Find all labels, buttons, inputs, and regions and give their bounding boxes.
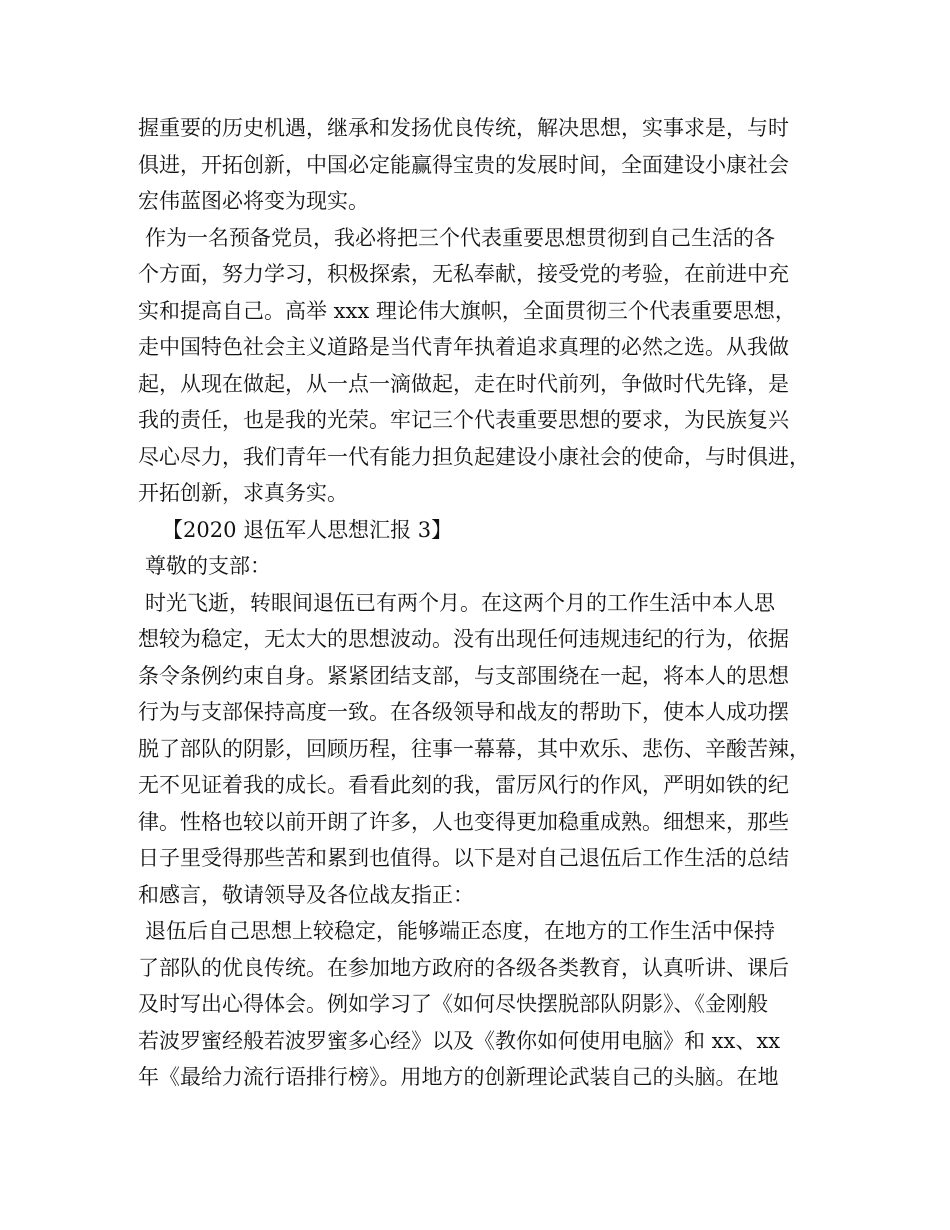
- text-line: 脱了部队的阴影，回顾历程，往事一幕幕，其中欢乐、悲伤、辛酸苦辣，: [138, 736, 810, 761]
- text-line: 开拓创新，求真务实。: [138, 481, 348, 505]
- text-line: 起，从现在做起，从一点一滴做起，走在时代前列，争做时代先锋，是: [138, 371, 789, 396]
- text-line: 日子里受得那些苦和累到也值得。以下是对自己退伍后工作生活的总结: [138, 846, 789, 870]
- text-line: 实和提高自己。高举 xxx 理论伟大旗帜，全面贯彻三个代表重要思想，: [138, 298, 796, 323]
- document-body: [138, 110, 828, 1096]
- text-line: 若波罗蜜经般若波罗蜜多心经》以及《教你如何使用电脑》和 xx、xx: [138, 1028, 781, 1053]
- text-line: 无不见证着我的成长。看看此刻的我，雷厉风行的作风，严明如铁的纪: [138, 773, 789, 797]
- section-heading: 【2020 退伍军人思想汇报 3】: [162, 517, 453, 542]
- text-line: 宏伟蓝图必将变为现实。: [138, 189, 369, 213]
- text-line: 尽心尽力，我们青年一代有能力担负起建设小康社会的使命，与时俱进，: [138, 444, 810, 469]
- text-line: 想较为稳定，无太大的思想波动。没有出现任何违规违纪的行为，依据: [138, 627, 789, 651]
- text-line: 年《最给力流行语排行榜》。用地方的创新理论武装自己的头脑。在地: [138, 1065, 779, 1089]
- paragraph-start-line: 作为一名预备党员，我必将把三个代表重要思想贯彻到自己生活的各: [145, 225, 775, 250]
- paragraph-start-line: 时光飞逝，转眼间退伍已有两个月。在这两个月的工作生活中本人思: [145, 590, 775, 615]
- text-line: 俱进，开拓创新，中国必定能赢得宝贵的发展时间，全面建设小康社会: [138, 152, 789, 177]
- text-line: 及时写出心得体会。例如学习了《如何尽快摆脱部队阴影》、《金刚般: [138, 992, 768, 1016]
- paragraph-start-line: 退伍后自己思想上较稳定，能够端正态度，在地方的工作生活中保持: [145, 919, 775, 943]
- salutation: 尊敬的支部：: [145, 554, 271, 578]
- text-line: 握重要的历史机遇，继承和发扬优良传统，解决思想，实事求是，与时: [138, 116, 789, 140]
- text-line: 我的责任，也是我的光荣。牢记三个代表重要思想的要求，为民族复兴: [138, 408, 789, 432]
- text-line: 走中国特色社会主义道路是当代青年执着追求真理的必然之选。从我做: [138, 335, 789, 359]
- text-line: 条令条例约束自身。紧紧团结支部，与支部围绕在一起，将本人的思想: [138, 663, 789, 688]
- text-line: 了部队的优良传统。在参加地方政府的各级各类教育，认真听讲、课后: [138, 955, 789, 980]
- text-line: 个方面，努力学习，积极探索，无私奉献，接受党的考验，在前进中充: [138, 262, 789, 286]
- text-line: 和感言，敬请领导及各位战友指正：: [138, 882, 474, 907]
- text-line: 律。性格也较以前开朗了许多，人也变得更加稳重成熟。细想来，那些: [138, 809, 789, 834]
- text-line: 行为与支部保持高度一致。在各级领导和战友的帮助下，使本人成功摆: [138, 700, 789, 724]
